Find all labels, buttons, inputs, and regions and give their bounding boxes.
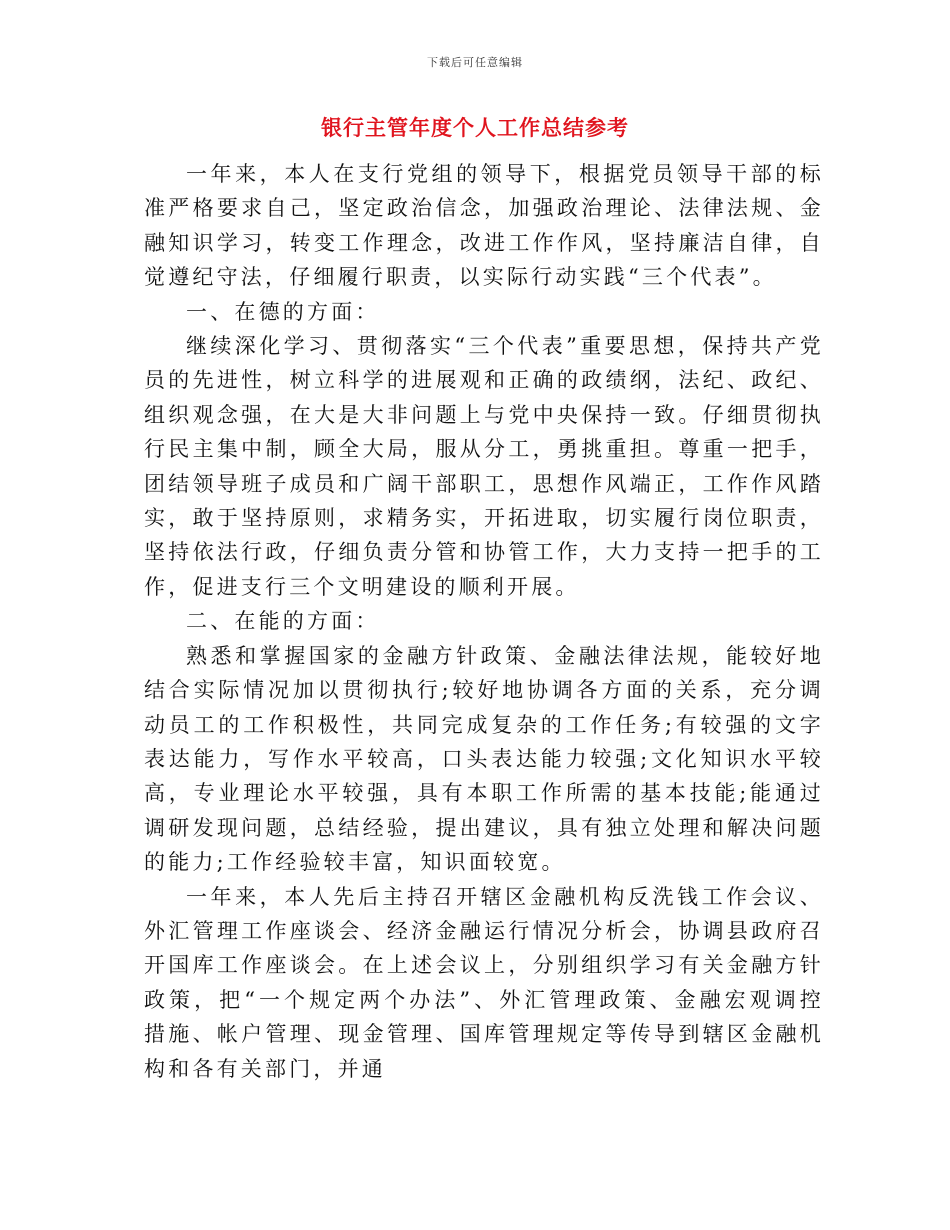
paragraph-meetings: 一年来，本人先后主持召开辖区金融机构反洗钱工作会议、外汇管理工作座谈会、经济金融运行情况分析会，协调县政府召开国库工作座谈会。在上述会议上，分别组织学习有关金融方针政策，把“一个规定两个办法”、外汇管理政策、金融宏观调控措施、帐户管理、现金管理、国库管理规定等传导到辖区金融机构和各有关部门，并通 [144,884,824,1081]
document-body [144,157,824,1086]
header-note: 下载后可任意编辑 [427,56,523,69]
paragraph-ability: 熟悉和掌握国家的金融方针政策、金融法律法规，能较好地结合实际情况加以贯彻执行;较好地协调各方面的关系，充分调动员工的工作积极性，共同完成复杂的工作任务;有较强的文字表达能力，写作水平较高，口头表达能力较强;文化知识水平较高，专业理论水平较强，具有本职工作所需的基本技能;能通过调研发现问题，总结经验，提出建议，具有独立处理和解决问题的能力;工作经验较丰富，知识面较宽。 [144,643,824,875]
section-heading-morality: 一、在德的方面： [186,299,380,324]
section-heading-ability: 二、在能的方面： [186,609,380,634]
paragraph-morality: 继续深化学习、贯彻落实“三个代表”重要思想，保持共产党员的先进性，树立科学的进展观和正确的政绩纲，法纪、政纪、组织观念强，在大是大非问题上与党中央保持一致。仔细贯彻执行民主集中制，顾全大局，服从分工，勇挑重担。尊重一把手，团结领导班子成员和广阔干部职工，思想作风端正，工作作风踏实，敢于坚持原则，求精务实，开拓进取，切实履行岗位职责，坚持依法行政，仔细负责分管和协管工作，大力支持一把手的工作，促进支行三个文明建设的顺利开展。 [144,334,824,599]
paragraph-intro: 一年来，本人在支行党组的领导下，根据党员领导干部的标准严格要求自己，坚定政治信念，加强政治理论、法律法规、金融知识学习，转变工作理念，改进工作作风，坚持廉洁自律，自觉遵纪守法，仔细履行职责，以实际行动实践“三个代表”。 [144,162,824,290]
document-title: 银行主管年度个人工作总结参考 [321,115,629,140]
